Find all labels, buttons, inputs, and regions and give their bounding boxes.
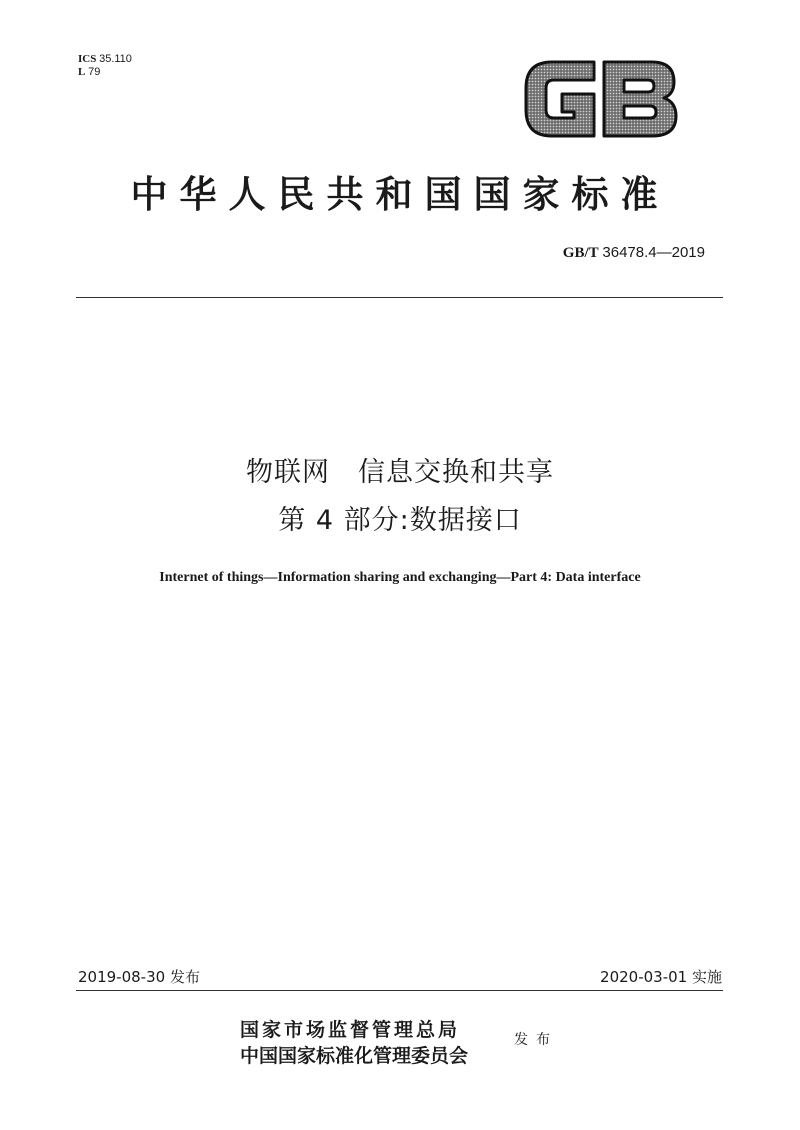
footer-divider	[76, 990, 723, 991]
gb-standard-logo-icon	[522, 56, 680, 142]
document-title-line-2: 第 4 部分:数据接口	[278, 505, 522, 536]
issuer-samr: 国家市场监督管理总局	[240, 1019, 461, 1041]
ics-label: ICS	[78, 53, 97, 65]
ccs-value: 79	[88, 66, 101, 78]
implementation-date: 2020-03-01 实施	[600, 968, 722, 986]
header-divider	[76, 297, 723, 298]
issuer-sac: 中国国家标准化管理委员会	[240, 1045, 469, 1067]
ics-value: 35.110	[99, 53, 132, 65]
document-title-line-1: 物联网 信息交换和共享	[246, 457, 554, 488]
publish-label: 发布	[514, 1032, 558, 1048]
standard-prefix: GB/T	[562, 245, 599, 261]
national-standard-title: 中华人民共和国国家标准	[130, 172, 670, 216]
standard-code: 36478.4—2019	[602, 244, 705, 261]
ccs-label: L	[78, 66, 86, 78]
document-title-english: Internet of things—Information sharing and exchanging—Part 4: Data interface	[159, 570, 641, 585]
classification-codes	[78, 53, 132, 79]
standard-number	[563, 244, 705, 262]
issue-date: 2019-08-30 发布	[78, 968, 200, 986]
